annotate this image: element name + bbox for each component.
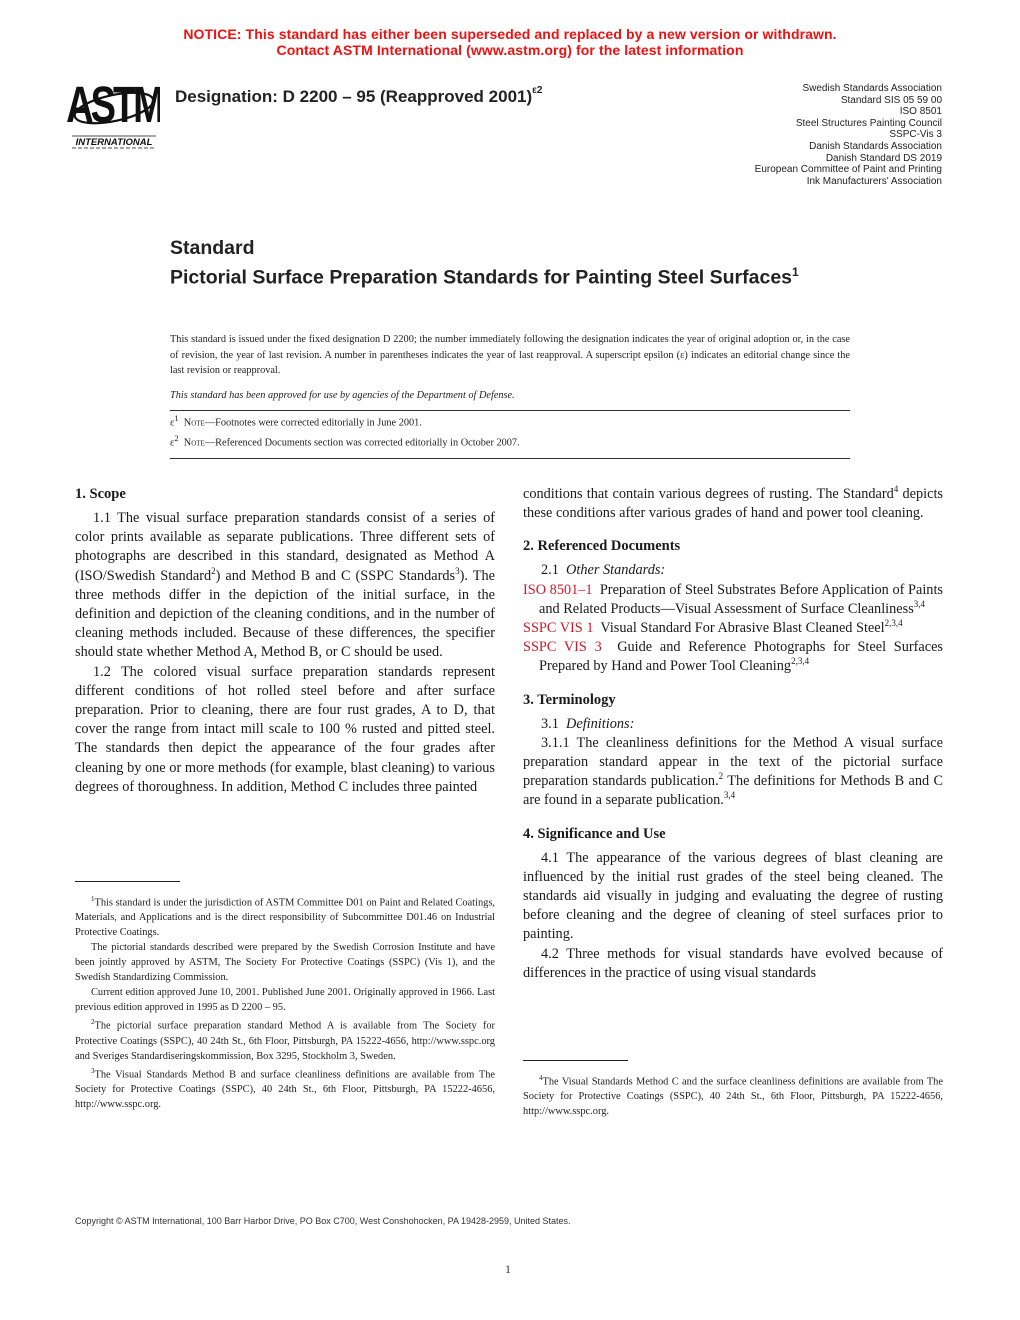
section-heading-terminology: 3. Terminology — [523, 691, 616, 708]
paragraph-3-1-1 — [523, 734, 943, 811]
footnotes-left — [75, 892, 495, 1112]
affiliation-item: European Committee of Paint and Printing — [754, 164, 942, 176]
affiliation-item: Danish Standard DS 2019 — [825, 152, 942, 164]
subsection-2-1 — [523, 561, 943, 580]
footnote-1-edition: Current edition approved June 10, 2001. Published June 2001. Originally approved in 1966. Last previous edition approved in 1995 as D 2200 – 95. — [75, 987, 495, 1014]
subsection-label: Definitions: — [566, 715, 635, 732]
footnote-text: This standard is under the jurisdiction of ASTM Committee D01 on Paint and Related Coatings, Materials, and Applications and is the direct responsibility of Subcommittee D01.46 on Industrial Protective Coatings. — [75, 897, 495, 939]
subsection-3-1 — [523, 715, 943, 734]
text: 3.1.1 The cleanliness definitions for the Method A visual surface preparation standard appear in the text of the pictorial surface preparation standards publication. — [523, 734, 943, 790]
footnote-mark: 1 — [91, 895, 95, 903]
footnote-4 — [523, 1071, 943, 1119]
footnote-3 — [75, 1064, 495, 1112]
dod-statement: This standard has been approved for use by agencies of the Department of Defense. — [170, 389, 515, 401]
affiliation-item: ISO 8501 — [899, 106, 942, 118]
affiliation-item: Swedish Standards Association — [802, 83, 942, 94]
affiliation-item: Ink Manufacturers' Association — [806, 175, 942, 187]
footnote-text: The Visual Standards Method B and surface cleanliness definitions are available from The Society for Protective Coatings (SSPC), 40 24th St., 6th Floor, Pittsburgh, PA 15222-4656, http://www.sspc.org. — [75, 1069, 495, 1111]
designation-epsilon: ε2 — [532, 85, 543, 97]
editorial-note-2 — [170, 431, 850, 451]
reference-iso-8501-1 — [523, 581, 943, 619]
affiliation-item: Standard SIS 05 59 00 — [840, 94, 942, 106]
svg-text:ASTM: ASTM — [66, 76, 160, 134]
reference-title: Preparation of Steel Substrates Before Application of Paints and Related Products—Visual Assessment of Surface Cleanliness — [539, 581, 943, 617]
note-label: Note — [183, 417, 205, 429]
paragraph-1-2: 1.2 The colored visual surface preparation standards represent different conditions of hot rolled steel before and after surface preparation. Prior to cleaning, there are four rust grades, A to D, that cover the range from intact mill scale to 100 % rusted and pitted steel. The standards then depict the appearance of the four grades after cleaning by one or more methods (for example, blast cleaning) to various degrees of thoroughness. In addition, Method C includes three painted — [75, 663, 495, 795]
paragraph-1-2-continued — [523, 485, 943, 523]
section-heading-scope: 1. Scope — [75, 486, 126, 502]
title-main — [170, 260, 870, 290]
footnote-2 — [75, 1015, 495, 1063]
divider — [170, 458, 850, 459]
footnote-ref[interactable]: 3,4 — [723, 790, 736, 801]
text: conditions that contain various degrees of rusting. The Standard — [523, 486, 894, 502]
footnote-divider — [523, 1060, 628, 1061]
footnote-1-cont: The pictorial standards described were prepared by the Swedish Corrosion Institute and have been jointly approved by ASTM, The Society For Protective Coatings (SSPC) (Vis 1), and the Swedish Standardizing Commission. — [75, 942, 495, 984]
note-text: —Footnotes were corrected editorially in June 2001. — [204, 417, 422, 429]
section-heading-significance: 4. Significance and Use — [523, 825, 666, 842]
text: 1.1 The visual surface preparation standards consist of a series of color prints available as separate publications. Three different sets of photographs are described in this standard, designated as Method A (ISO/Swedish Standard — [75, 510, 495, 584]
title-main-text: Pictorial Surface Preparation Standards for Painting Steel Surfaces — [170, 266, 793, 289]
reference-title: Visual Standard For Abrasive Blast Cleaned Steel — [600, 620, 885, 637]
designation-text: Designation: D 2200 – 95 (Reapproved 2001) — [175, 87, 533, 106]
footnote-text: The pictorial surface preparation standard Method A is available from The Society for Protective Coatings (SSPC), 40 24th St., 6th Floor, Pittsburgh, PA 15222-4656, http://www.sspc.org and Sveriges Standardiseringskommission, Box 3295, Stockholm 3, Sweden. — [75, 1020, 495, 1062]
affiliation-item: SSPC-Vis 3 — [889, 129, 942, 141]
text: ) and Method B and C (SSPC Standards — [215, 567, 456, 584]
paragraph-1-1 — [75, 509, 495, 663]
text: depicts these conditions after various grades of hand and power tool cleaning. — [523, 486, 943, 522]
page-number: 1 — [505, 1262, 511, 1276]
copyright-footer: Copyright © ASTM International, 100 Barr Harbor Drive, PO Box C700, West Conshohocken, PA 19428-2959, United States. — [75, 1216, 571, 1226]
footnote-ref[interactable]: 3 — [455, 565, 460, 576]
text: The definitions for Methods B and C are found in a separate publication. — [523, 773, 943, 809]
notice-line-1: NOTICE: This standard has either been superseded and replaced by a new version or withdrawn. — [183, 26, 837, 42]
reference-link[interactable]: SSPC VIS 1 — [523, 620, 594, 637]
footnote-ref[interactable]: 2,3,4 — [791, 656, 810, 667]
document-title — [170, 236, 870, 290]
note-sup: 2 — [174, 433, 179, 444]
section-heading-referenced-documents: 2. Referenced Documents — [523, 538, 681, 555]
title-footnote-ref[interactable]: 1 — [792, 265, 799, 279]
footnote-ref[interactable]: 4 — [893, 484, 899, 495]
note-label: Note — [183, 437, 205, 449]
footnote-mark: 4 — [539, 1074, 543, 1082]
intro-block — [170, 332, 850, 459]
issued-statement: This standard is issued under the fixed designation D 2200; the number immediately following the designation indicates the year of original adoption or, in the case of revision, the year of last revision. A number in parentheses indicates the year of last reapproval. A superscript epsilon (ε) indicates an editorial change since the last revision or reapproval. — [170, 334, 850, 377]
logo-text: INTERNATIONAL — [75, 137, 153, 148]
footnote-ref[interactable]: 2,3,4 — [884, 618, 903, 629]
withdrawn-notice — [0, 26, 1020, 58]
astm-logo — [64, 76, 160, 150]
editorial-note-1 — [170, 411, 850, 431]
reference-sspc-vis-3 — [523, 638, 943, 676]
footnote-ref[interactable]: 2 — [211, 565, 216, 576]
designation — [175, 87, 542, 107]
note-text: —Referenced Documents section was corrected editorially in October 2007. — [204, 437, 520, 449]
reference-link[interactable]: SSPC VIS 3 — [523, 639, 602, 656]
epsilon-mark: ε — [170, 417, 175, 429]
paragraph-4-1: 4.1 The appearance of the various degrees of blast cleaning are influenced by the initial rust grades of the steel being cleaned. The standards aid visually in judging and evaluating the degree of rusting before cleaning and the degree of cleaning of steel surfaces prior to painting. — [523, 849, 943, 943]
note-sup: 1 — [174, 413, 179, 424]
affiliation-item: Steel Structures Painting Council — [795, 117, 942, 129]
subsection-number: 2.1 — [541, 562, 559, 579]
footnote-ref[interactable]: 3,4 — [913, 599, 926, 610]
footnotes-right — [523, 1071, 943, 1119]
title-kicker: Standard — [170, 237, 255, 259]
footnote-ref[interactable]: 2 — [718, 771, 724, 782]
text: ). The three methods differ in the depiction of the initial surface, in the definition and depiction of the cleaning conditions, and in the number of cleaning methods included. Because of these differences, the specifier should state whether Method A, Method B, or C should be used. — [75, 567, 495, 661]
astm-international-logo-icon — [64, 76, 160, 150]
reference-sspc-vis-1 — [523, 619, 943, 638]
subsection-label: Other Standards: — [566, 562, 666, 579]
reference-link[interactable]: ISO 8501–1 — [523, 581, 593, 598]
footnote-mark: 2 — [91, 1018, 95, 1027]
affiliations-list — [755, 83, 942, 187]
subsection-number: 3.1 — [541, 715, 559, 732]
reference-title: Guide and Reference Photographs for Steel Surfaces Prepared by Hand and Power Tool Cleaning — [539, 639, 943, 675]
paragraph-4-2: 4.2 Three methods for visual standards have evolved because of differences in the practice of using visual standards — [523, 945, 943, 981]
footnote-text: The Visual Standards Method C and the surface cleanliness definitions are available from The Society for Protective Coatings (SSPC), 40 24th St., 6th Floor, Pittsburgh, PA 15222-4656, http://www.sspc.org. — [523, 1076, 943, 1118]
affiliation-item: Danish Standards Association — [809, 140, 942, 152]
right-column — [523, 485, 943, 983]
footnote-1 — [75, 892, 495, 940]
left-column — [75, 485, 495, 797]
footnote-mark: 3 — [91, 1066, 95, 1075]
notice-line-2: Contact ASTM International (www.astm.org) for the latest information — [276, 42, 744, 58]
epsilon-mark: ε — [170, 437, 175, 449]
footnote-divider — [75, 881, 180, 882]
